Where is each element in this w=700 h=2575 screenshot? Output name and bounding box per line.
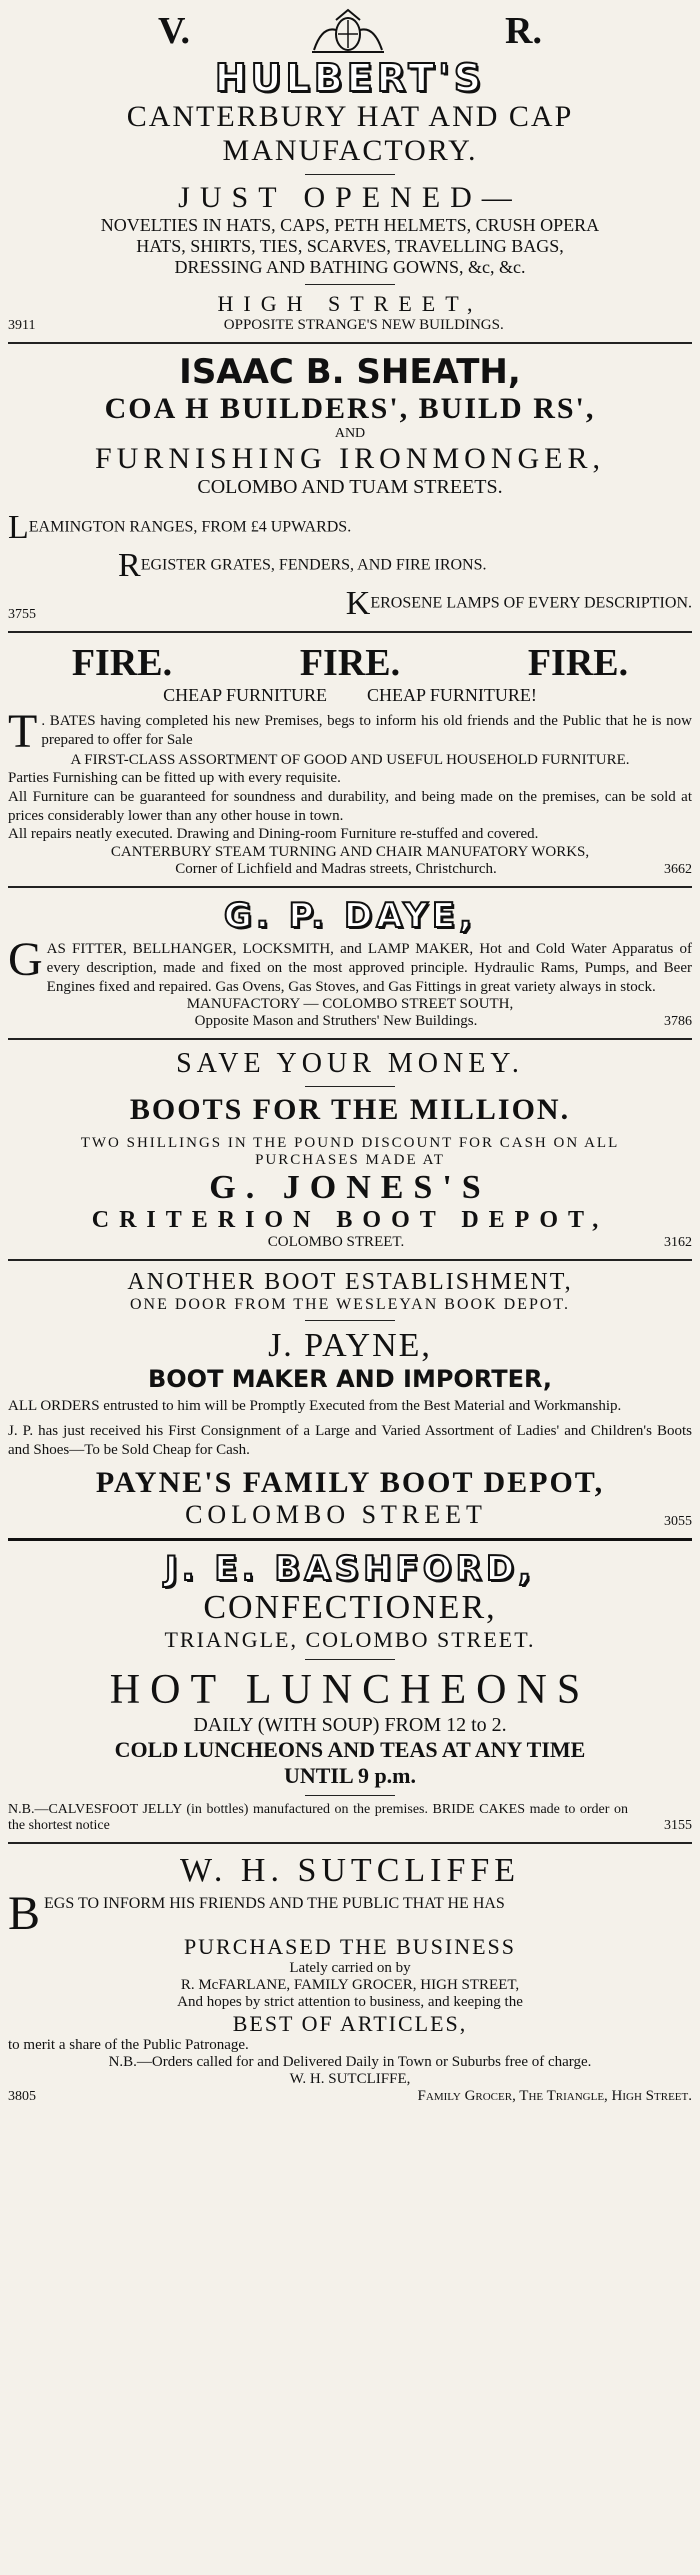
sheath-item-1: LEAMINGTON RANGES, FROM £4 UPWARDS. <box>8 509 352 546</box>
bashford-footer: N.B.—CALVESFOOT JELLY (in bottles) manufactured on the premises. BRIDE CAKES made to order on the shortest notice 3155 <box>8 1801 692 1833</box>
merit-line: to merit a share of the Public Patronage. <box>8 2036 249 2053</box>
payne-p1: ALL ORDERS entrusted to him will be Promptly Executed from the Best Material and Workmanship. <box>8 1398 622 1415</box>
bates-body: T . BATES having completed his new Premises, begs to inform his old friends and the Public that he is now prepared to offer for Sale <box>8 705 692 758</box>
confectioner: CONFECTIONER, <box>203 1588 497 1626</box>
boots-million: BOOTS FOR THE MILLION. <box>129 1093 571 1127</box>
discount-line1: TWO SHILLINGS IN THE POUND DISCOUNT FOR CASH ON ALL <box>80 1135 620 1152</box>
daily-soup: DAILY (WITH SOUP) FROM 12 to 2. <box>193 1713 507 1736</box>
bates-assortment: A FIRST-CLASS ASSORTMENT OF GOOD AND USEFUL HOUSEHOLD FURNITURE. <box>70 752 630 768</box>
divider <box>305 1086 395 1087</box>
lately-carried: Lately carried on by <box>289 1959 411 1976</box>
bates-footer: Corner of Lichfield and Madras streets, Christchurch. 3662 <box>175 861 692 877</box>
bates-p3: Parties Furnishing can be fitted up with every requisite. <box>8 770 341 786</box>
save-money: SAVE YOUR MONEY. <box>176 1048 524 1080</box>
payne-p2: J. P. has just received his First Consignment of a Large and Varied Assortment of Ladies' and Children's Boots and Shoes—To be Sold Cheap for Cash. <box>8 1423 692 1458</box>
r-letter: R. <box>505 10 542 52</box>
previous-owner: R. McFARLANE, FAMILY GROCER, HIGH STREET, <box>180 1976 520 1993</box>
bates-works: CANTERBURY STEAM TURNING AND CHAIR MANUFATORY WORKS, <box>110 844 590 860</box>
bates-p5: All repairs neatly executed. Drawing and Dining-room Furniture re-stuffed and covered. <box>8 826 539 843</box>
ad-sutcliffe <box>8 1852 692 2105</box>
jones-footer: COLOMBO STREET. 3162 <box>267 1234 692 1251</box>
sutcliffe-title: W. H. SUTCLIFFE <box>179 1851 521 1889</box>
novelties-line2: HATS, SHIRTS, TIES, SCARVES, TRAVELLING BAGS, <box>136 236 564 256</box>
bashford-title: J. E. BASHFORD, <box>164 1548 535 1589</box>
another-boot: ANOTHER BOOT ESTABLISHMENT, <box>127 1269 573 1296</box>
hulbert-line2: MANUFACTORY. <box>222 134 478 167</box>
divider <box>305 174 395 175</box>
ad-number: 3662 <box>663 862 692 877</box>
ad-number: 3805 <box>8 2088 36 2104</box>
ad-daye <box>8 896 692 1030</box>
ad-hulbert <box>8 6 692 334</box>
payne-depot: PAYNE'S FAMILY BOOT DEPOT, <box>95 1465 605 1499</box>
ad-bates <box>8 641 692 878</box>
novelties-line1: NOVELTIES IN HATS, CAPS, PETH HELMETS, CRUSH OPERA <box>100 215 600 235</box>
sheath-line2: FURNISHING IRONMONGER, <box>94 442 606 475</box>
sutcliffe-footer: 3805 Family Grocer, The Triangle, High Street. <box>8 2087 692 2104</box>
ad-number: 3755 <box>8 607 36 622</box>
ad-jones <box>8 1048 692 1251</box>
bashford-address: TRIANGLE, COLOMBO STREET. <box>164 1626 536 1652</box>
ad-number: 3911 <box>8 318 36 333</box>
ad-sheath <box>8 352 692 623</box>
payne-footer: COLOMBO STREET 3055 <box>185 1499 692 1529</box>
opposite-text: OPPOSITE STRANGE'S NEW BUILDINGS. <box>223 317 504 333</box>
sheath-and: AND <box>334 426 366 441</box>
ad-bashford <box>8 1549 692 1834</box>
daye-title: G. P. DAYE, <box>223 896 477 936</box>
sutcliffe-signature: W. H. SUTCLIFFE, <box>289 2070 411 2087</box>
hulbert-title: HULBERT'S <box>214 56 486 100</box>
v-letter: V. <box>158 10 191 52</box>
sheath-item-2: REGISTER GRATES, FENDERS, AND FIRE IRONS. <box>118 547 487 584</box>
high-street: HIGH STREET, <box>217 291 483 316</box>
divider <box>305 1659 395 1660</box>
hulbert-line1: CANTERBURY HAT AND CAP <box>126 100 574 133</box>
divider <box>305 284 395 285</box>
divider <box>305 1795 395 1796</box>
sheath-line3: COLOMBO AND TUAM STREETS. <box>197 476 503 498</box>
hopes-line: And hopes by strict attention to business, and keeping the <box>177 1993 523 2010</box>
ad-number: 3155 <box>664 1817 692 1833</box>
hulbert-footer <box>8 317 692 334</box>
payne-boot-maker: BOOT MAKER AND IMPORTER, <box>147 1365 553 1394</box>
until-nine: UNTIL 9 p.m. <box>283 1762 417 1788</box>
fire-header: FIRE. FIRE. FIRE. <box>71 642 629 684</box>
ad-separator <box>8 631 692 633</box>
sheath-item-3: 3755 KEROSENE LAMPS OF EVERY DESCRIPTION. <box>8 585 692 622</box>
royal-crest-icon <box>308 6 388 56</box>
hot-luncheons: HOT LUNCHEONS <box>109 1666 591 1713</box>
cheap-furniture: CHEAP FURNITURE CHEAP FURNITURE! <box>163 685 537 705</box>
cold-luncheons: COLD LUNCHEONS AND TEAS AT ANY TIME <box>114 1736 586 1762</box>
payne-title: J. PAYNE, <box>268 1327 432 1365</box>
ad-number: 3162 <box>664 1235 692 1251</box>
ad-number: 3055 <box>664 1513 692 1529</box>
ad-payne <box>8 1269 692 1529</box>
daye-body: G AS FITTER, BELLHANGER, LOCKSMITH, and LAMP MAKER, Hot and Cold Water Apparatus of every description, made and fixed on the most approved principle. Hydraulic Rams, Pumps, and Beer Engines fixed and repaired. Gas Ovens, Gas Stoves, and Gas Fittings in great variety always in stock. <box>8 933 692 995</box>
ad-separator <box>8 1842 692 1844</box>
bates-p4: All Furniture can be guaranteed for soundness and durability, and being made on the premises, can be sold at prices considerably lower than any other house in town. <box>8 788 692 824</box>
ad-number: 3786 <box>664 1014 692 1030</box>
ad-separator <box>8 886 692 888</box>
sheath-title: ISAAC B. SHEATH, <box>179 352 521 392</box>
criterion-depot: CRITERION BOOT DEPOT, <box>91 1207 609 1234</box>
ad-separator <box>8 1038 692 1040</box>
ad-separator <box>8 342 692 344</box>
ad-separator <box>8 1259 692 1261</box>
daye-footer: Opposite Mason and Struthers' New Buildings. 3786 <box>194 1013 692 1030</box>
sutcliffe-nb: N.B.—Orders called for and Delivered Daily in Town or Suburbs free of charge. <box>108 2053 592 2070</box>
jones-title: G. JONES'S <box>209 1169 491 1207</box>
sheath-line1: COA H BUILDERS', BUILD RS', <box>104 392 596 425</box>
divider <box>305 1320 395 1321</box>
purchased-business: PURCHASED THE BUSINESS <box>183 1933 517 1959</box>
ad-separator <box>8 1538 692 1541</box>
one-door: ONE DOOR FROM THE WESLEYAN BOOK DEPOT. <box>129 1296 570 1314</box>
sutcliffe-intro: B EGS TO INFORM HIS FRIENDS AND THE PUBLIC THAT HE HAS <box>8 1886 505 1940</box>
best-articles: BEST OF ARTICLES, <box>232 2010 468 2036</box>
royal-header <box>8 6 692 56</box>
discount-line2: PURCHASES MADE AT <box>255 1152 445 1169</box>
just-opened: JUST OPENED— <box>178 181 522 214</box>
daye-manufactory: MANUFACTORY — COLOMBO STREET SOUTH, <box>186 996 514 1013</box>
novelties-line3: DRESSING AND BATHING GOWNS, &c, &c. <box>174 257 526 277</box>
